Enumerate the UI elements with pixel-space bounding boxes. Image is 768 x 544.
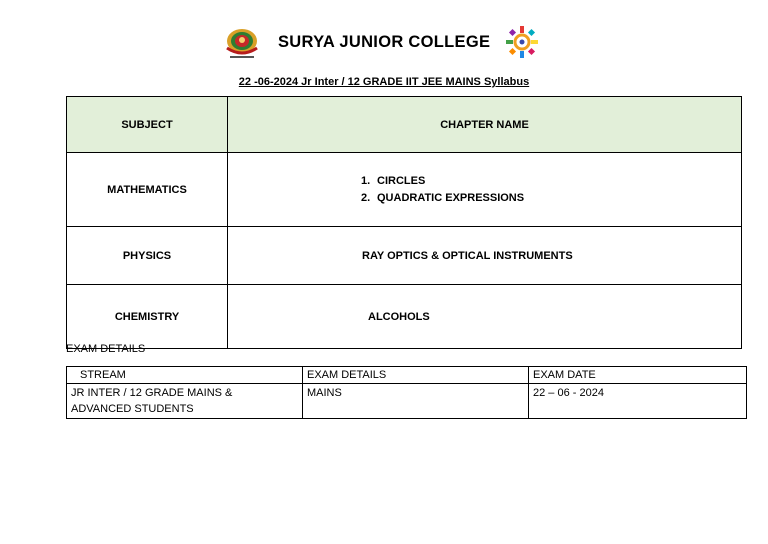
chapter-cell: RAY OPTICS & OPTICAL INSTRUMENTS (228, 227, 742, 285)
exam-table (66, 366, 747, 419)
list-item: 1. CIRCLES (361, 175, 426, 187)
exam-date-cell: 22 – 06 - 2024 (529, 384, 747, 419)
stream-header: STREAM (67, 367, 303, 384)
chapter-cell: ALCOHOLS (228, 285, 742, 349)
subject-cell: MATHEMATICS (67, 153, 228, 227)
exam-date-header: EXAM DATE (529, 367, 747, 384)
college-emblem-icon (221, 26, 263, 62)
page-header (0, 22, 768, 62)
colorful-gear-logo-icon (504, 24, 540, 60)
table-row (67, 384, 747, 419)
table-row (67, 285, 742, 349)
table-row (67, 227, 742, 285)
chapter-list (229, 175, 740, 204)
chapter-cell (228, 153, 742, 227)
stream-cell: JR INTER / 12 GRADE MAINS & ADVANCED STUDENTS (67, 384, 303, 419)
exam-details-cell: MAINS (303, 384, 529, 419)
table-header-row (67, 97, 742, 153)
table-header-row (67, 367, 747, 384)
syllabus-table (66, 96, 742, 349)
exam-details-label: EXAM DETAILS (66, 343, 146, 355)
subject-cell: CHEMISTRY (67, 285, 228, 349)
chapter-header: CHAPTER NAME (228, 97, 742, 153)
subject-header: SUBJECT (67, 97, 228, 153)
college-name: SURYA JUNIOR COLLEGE (278, 33, 491, 51)
table-row (67, 153, 742, 227)
exam-details-header: EXAM DETAILS (303, 367, 529, 384)
syllabus-subtitle: 22 -06-2024 Jr Inter / 12 GRADE IIT JEE MAINS Syllabus (238, 76, 530, 88)
list-item: 2. QUADRATIC EXPRESSIONS (361, 192, 525, 204)
subject-cell: PHYSICS (67, 227, 228, 285)
